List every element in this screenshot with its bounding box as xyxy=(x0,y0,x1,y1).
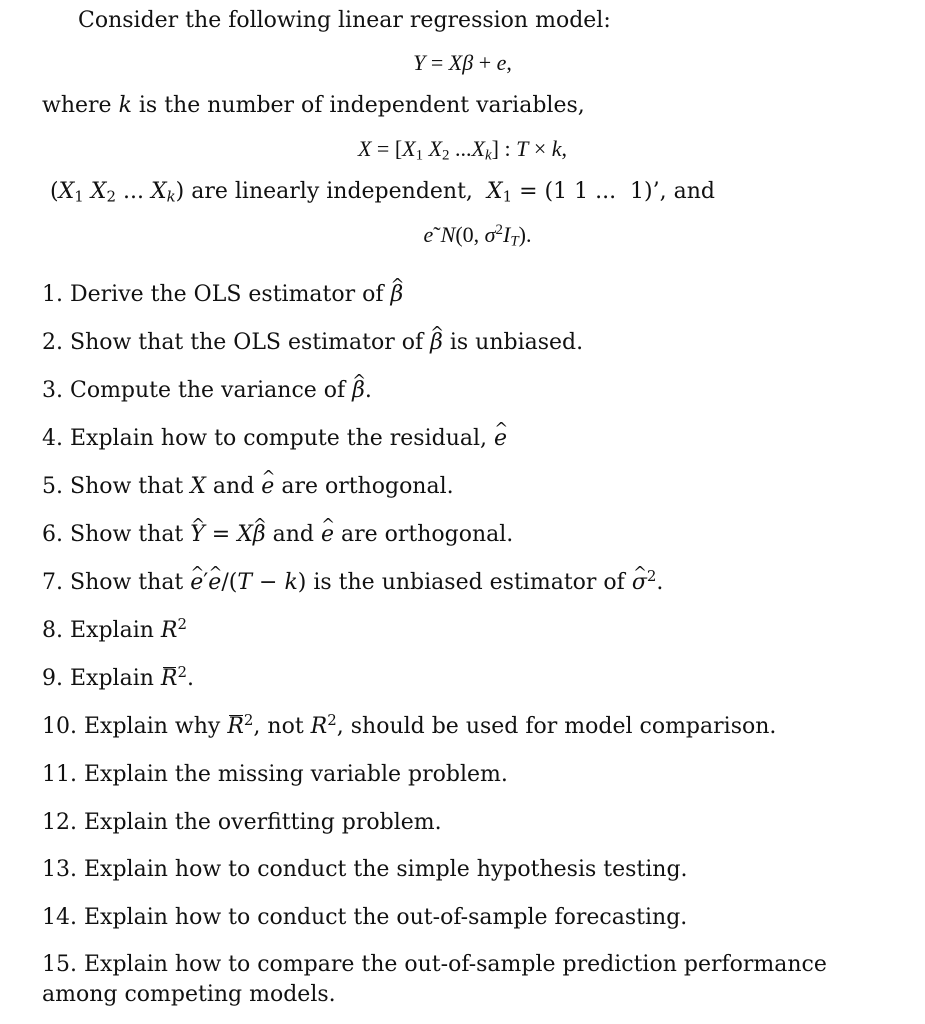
list-item xyxy=(42,905,687,931)
item-number: 8. xyxy=(42,618,63,643)
list-item: 2. Show that the OLS estimator of β ^ is unbiased. xyxy=(42,330,583,356)
list-item: 7. Show that e ^′e ^/(T − k) is the unbiased estimator of σ ^$^2$. xyxy=(42,570,663,596)
list-item: 10. Explain why $R^2$, not $R^2$, should be used for model comparison. xyxy=(42,710,777,739)
item-number: 2. xyxy=(42,330,63,355)
item-number: 15. xyxy=(42,952,77,977)
item-text: Explain how to conduct the simple hypothesis testing. xyxy=(84,857,688,882)
list-item: 5. Show that X and e ^ are orthogonal. xyxy=(42,474,454,500)
list-item: 8. Explain $R^2$ xyxy=(42,614,187,643)
item-number: 1. xyxy=(42,282,63,307)
item-number: 11. xyxy=(42,762,77,787)
item-number: 5. xyxy=(42,474,63,499)
intro-text: Consider the following linear regression model: xyxy=(78,8,611,33)
list-item xyxy=(42,810,442,836)
where-text: where k is the number of independent variables, xyxy=(42,93,585,118)
item-number: 3. xyxy=(42,378,63,403)
x-definition: $X = [X_1$ $X_2$ $...X_k$] : T × k, xyxy=(357,136,568,164)
item-number: 14. xyxy=(42,905,77,930)
model-equation: Y = Xβ + e, xyxy=(413,50,512,75)
list-item xyxy=(42,857,688,883)
item-number: 12. xyxy=(42,810,77,835)
independence-text: ($X_1$ $X_2$ ... $X_k$) are linearly independent, $X_1 = (1$ 1 ... 1)’, and xyxy=(50,179,715,206)
list-item xyxy=(42,950,872,1010)
list-item: 3. Compute the variance of β ^. xyxy=(42,378,372,404)
item-number: 13. xyxy=(42,857,77,882)
item-text: Explain how to compare the out-of-sample prediction performance among competing models. xyxy=(42,952,827,1007)
item-number: 9. xyxy=(42,666,63,691)
list-item: 6. Show that Y ^ = Xβ ^ and e ^ are orthogonal. xyxy=(42,522,513,548)
item-number: 10. xyxy=(42,714,77,739)
list-item: 1. Derive the OLS estimator of β ^ xyxy=(42,282,403,308)
list-item: 9. Explain $R^2$. xyxy=(42,662,194,691)
item-number: 4. xyxy=(42,426,63,451)
list-item: 4. Explain how to compute the residual, e ^ xyxy=(42,426,507,452)
error-distribution: e˜N(0, $\sigma^2I_T$). xyxy=(423,221,532,250)
item-text: Explain the overfitting problem. xyxy=(84,810,442,835)
list-item xyxy=(42,762,508,788)
item-text: Explain the missing variable problem. xyxy=(84,762,508,787)
item-text: Explain how to conduct the out-of-sample forecasting. xyxy=(84,905,688,930)
item-number: 7. xyxy=(42,570,63,595)
item-number: 6. xyxy=(42,522,63,547)
